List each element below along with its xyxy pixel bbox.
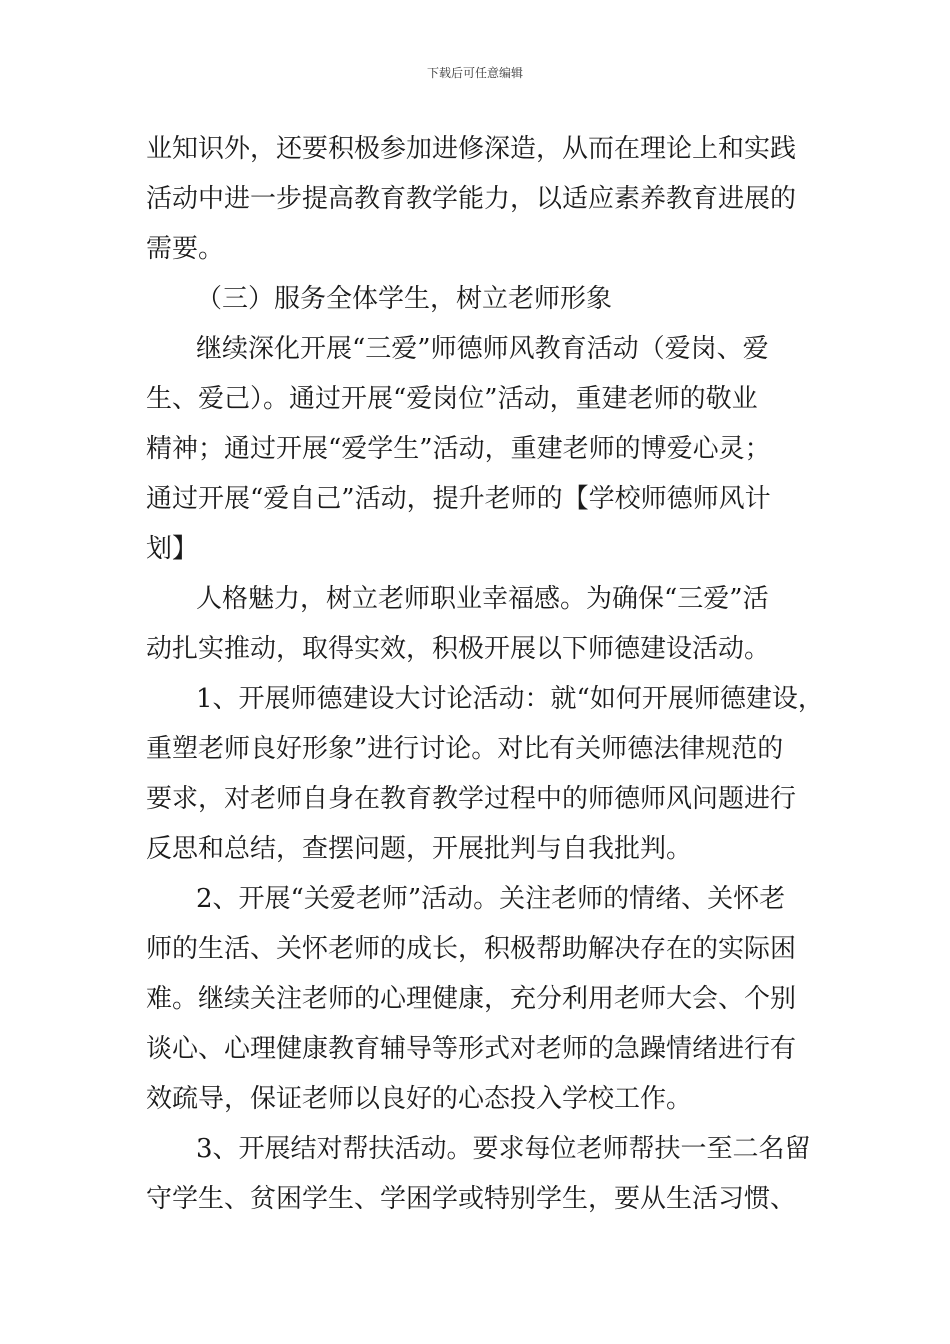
text-line: 效疏导，保证老师以良好的心态投入学校工作。 <box>146 1084 693 1114</box>
text-line: 守学生、贫困学生、学困学或特别学生，要从生活习惯、 <box>146 1184 797 1214</box>
text-line: 反思和总结，查摆问题，开展批判与自我批判。 <box>146 834 693 864</box>
text-line: 精神；通过开展“爱学生”活动，重建老师的博爱心灵； <box>146 434 771 464</box>
text-line: 继续深化开展“三爱”师德师风教育活动（爱岗、爱 <box>196 334 769 364</box>
text-line: 1、开展师德建设大讨论活动：就“如何开展师德建设， <box>196 684 824 714</box>
text-line: 师的生活、关怀老师的成长，积极帮助解决存在的实际困 <box>146 934 797 964</box>
text-line: 2、开展“关爱老师”活动。关注老师的情绪、关怀老 <box>196 884 786 914</box>
page-header: 下载后可任意编辑 <box>426 66 523 80</box>
text-line: 重塑老师良好形象”进行讨论。对比有关师德法律规范的 <box>146 734 784 764</box>
text-line: 要求，对老师自身在教育教学过程中的师德师风问题进行 <box>146 784 797 814</box>
text-line: 生、爱己）。通过开展“爱岗位”活动，重建老师的敬业 <box>146 384 758 414</box>
text-line: 业知识外，还要积极参加进修深造，从而在理论上和实践 <box>146 134 797 164</box>
text-line: 活动中进一步提高教育教学能力，以适应素养教育进展的 <box>146 184 797 214</box>
text-line: 谈心、心理健康教育辅导等形式对老师的急躁情绪进行有 <box>146 1034 797 1064</box>
text-line: 划】 <box>146 534 199 564</box>
text-line: 通过开展“爱自己”活动，提升老师的【学校师德师风计 <box>146 484 771 514</box>
text-line: 需要。 <box>146 234 225 264</box>
section-heading: （三）服务全体学生，树立老师形象 <box>196 284 613 314</box>
text-line: 难。继续关注老师的心理健康，充分利用老师大会、个别 <box>146 984 797 1014</box>
text-line: 3、开展结对帮扶活动。要求每位老师帮扶一至二名留 <box>196 1134 811 1164</box>
text-line: 人格魅力，树立老师职业幸福感。为确保“三爱”活 <box>196 584 769 614</box>
text-line: 动扎实推动，取得实效，积极开展以下师德建设活动。 <box>146 634 771 664</box>
